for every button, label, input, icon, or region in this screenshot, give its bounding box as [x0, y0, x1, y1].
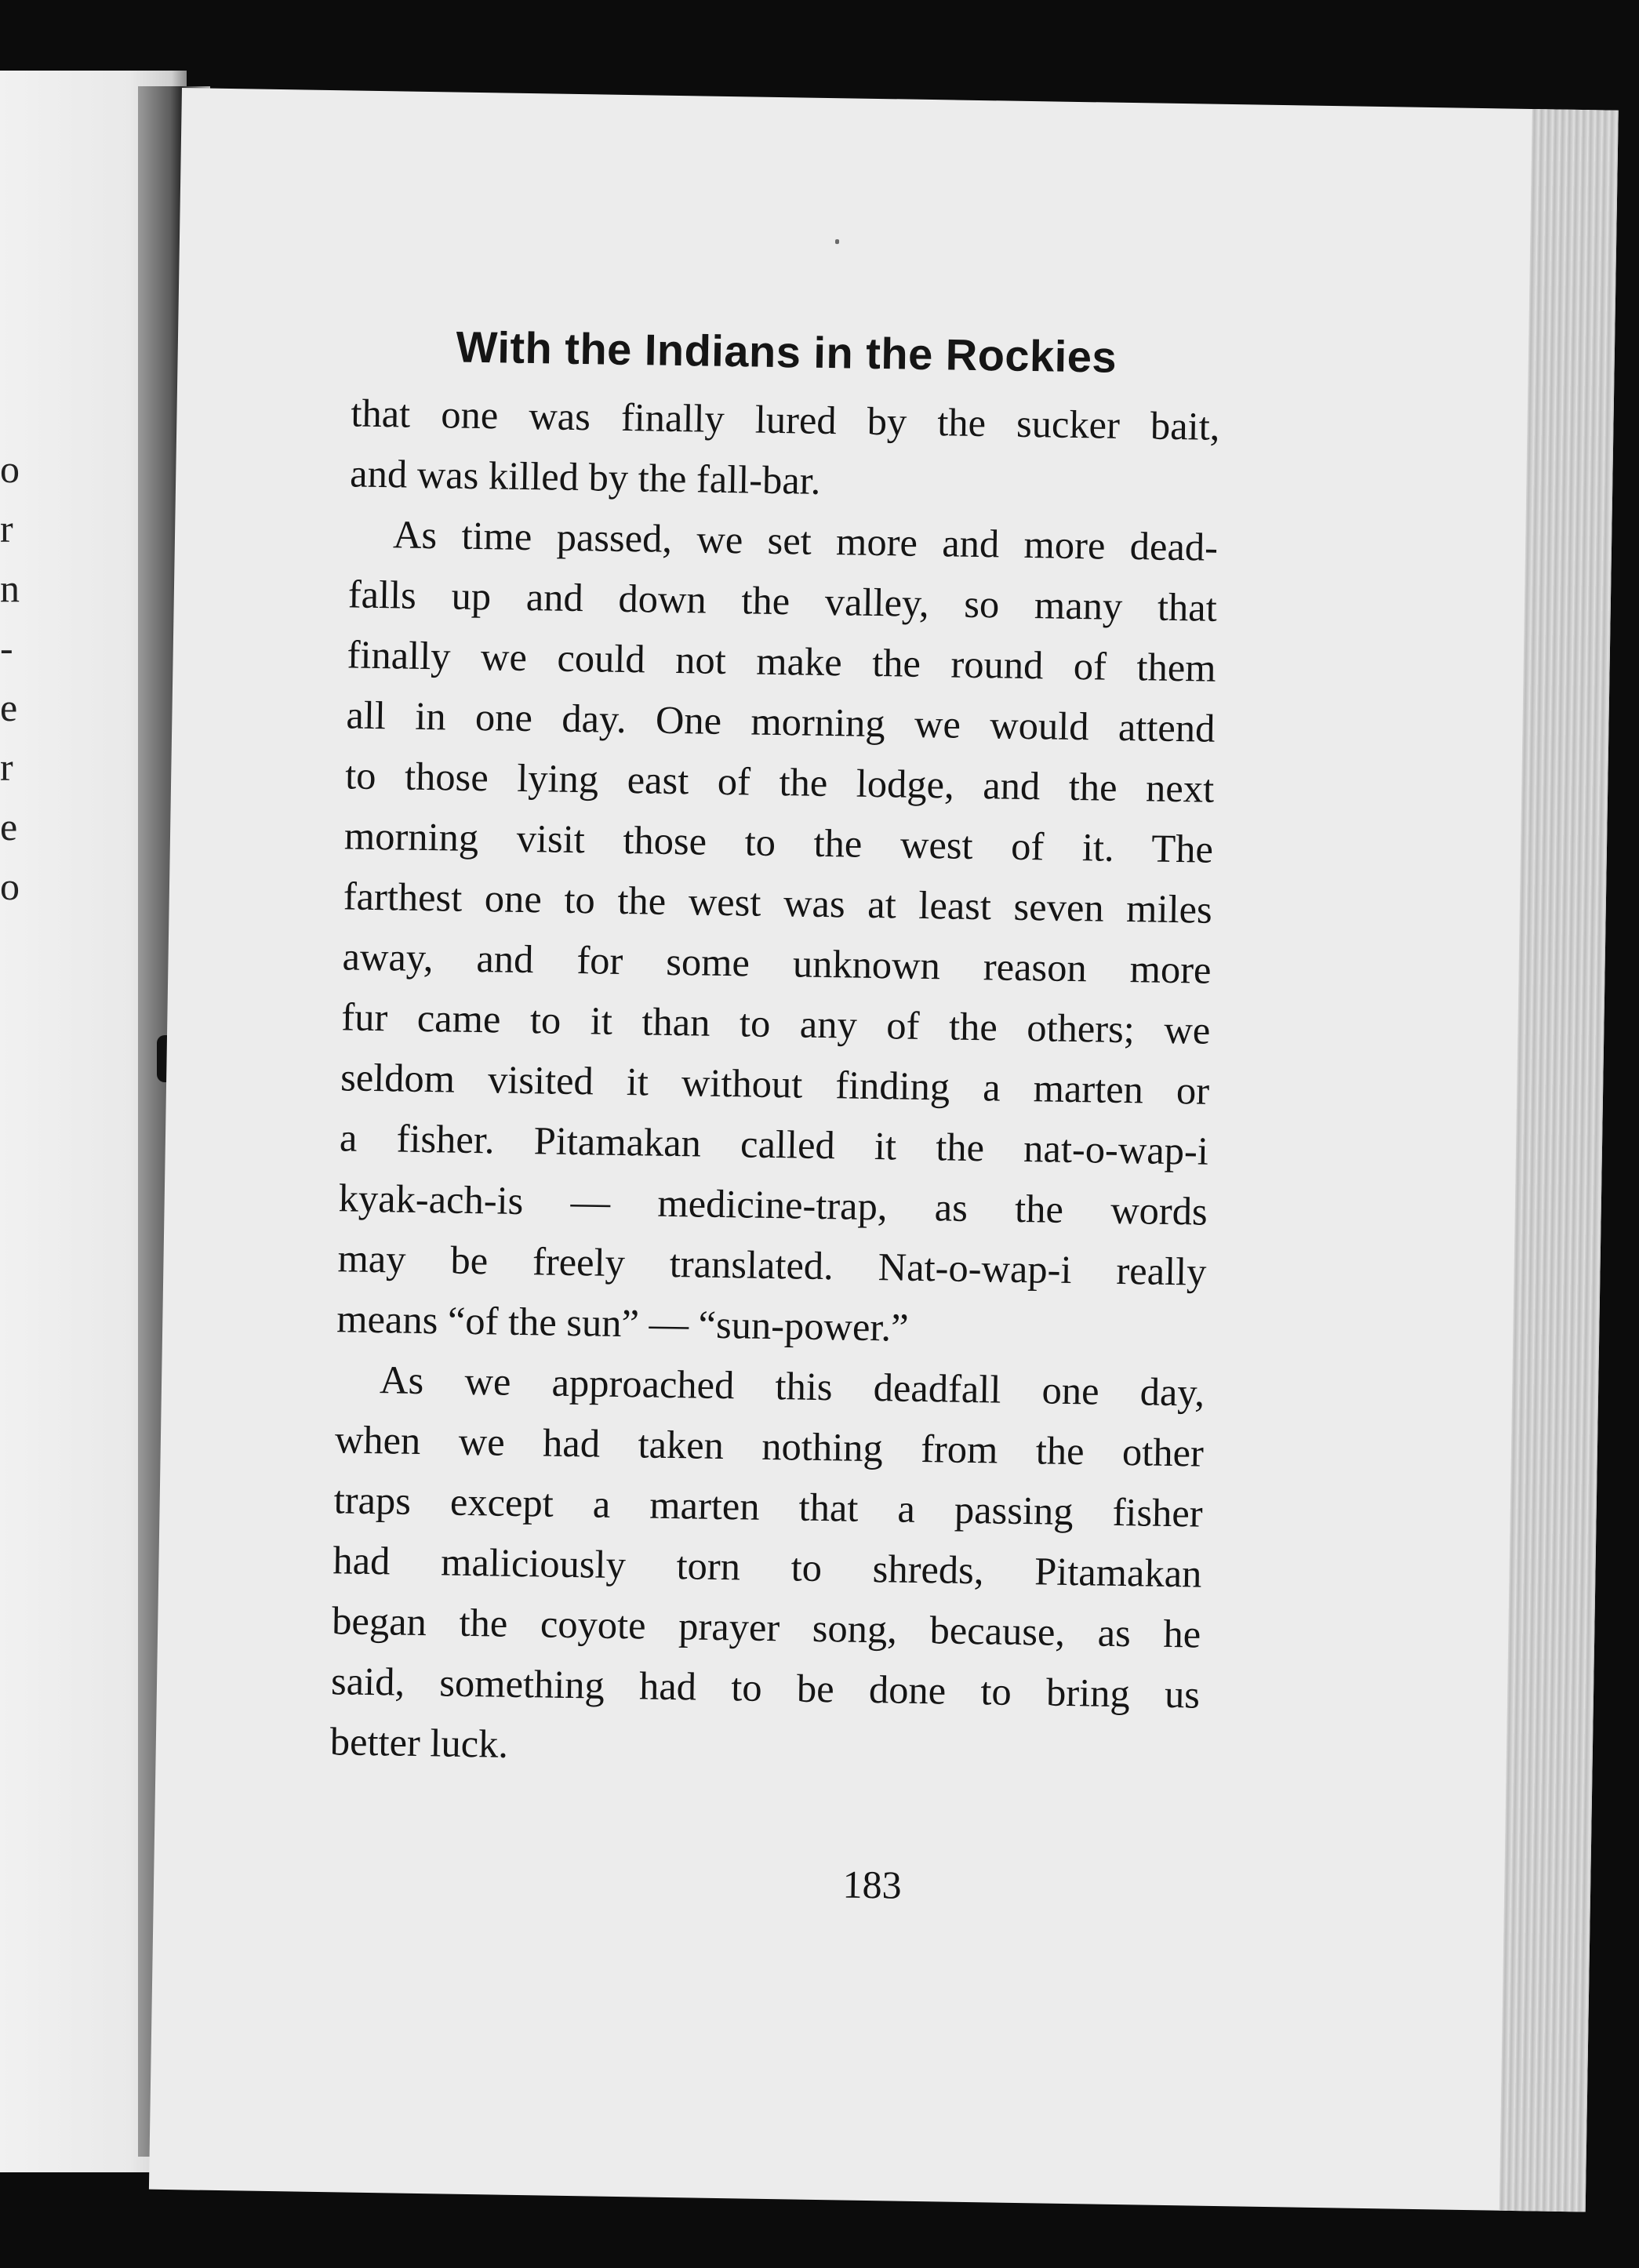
text-line: morning visit those to the west of it. The: [343, 813, 1214, 871]
text-line: and was killed by the fall-bar.: [349, 451, 821, 503]
running-head: With the Indians in the Rockies: [456, 322, 1118, 382]
text-line: said, something had to be done to bring us: [330, 1659, 1201, 1717]
text-line: fur came to it than to any of the others; we: [340, 994, 1211, 1052]
right-page: [149, 88, 1619, 2212]
page-number: 183: [842, 1862, 903, 1907]
text-line: seldom visited it without finding a marten or: [340, 1055, 1210, 1113]
page-text-block: [329, 314, 1221, 1785]
text-line: that one was finally lured by the sucker bait,: [351, 391, 1220, 449]
left-page-fragment: o: [0, 447, 20, 491]
text-line: to those lying east of the lodge, and the next: [344, 753, 1215, 811]
text-line: As we approached this deadfall one day,: [379, 1358, 1205, 1415]
text-line: traps except a marten that a passing fisher: [333, 1477, 1204, 1536]
text-line: farthest one to the west was at least seven miles: [343, 874, 1213, 932]
left-page-fragment: r: [0, 745, 13, 789]
text-line: all in one day. One morning we would attend: [346, 692, 1216, 751]
page-edge-stack: [1499, 109, 1619, 2212]
text-line: As time passed, we set more and more dead-: [392, 512, 1219, 569]
text-line: better luck.: [329, 1719, 509, 1766]
left-page-fragment: o: [0, 864, 20, 908]
paper-speck: [835, 239, 839, 244]
text-line: away, and for some unknown reason more: [342, 934, 1212, 992]
left-page-fragment: r: [0, 507, 13, 551]
text-line: had maliciously torn to shreds, Pitamakan: [333, 1538, 1202, 1596]
left-page-fragment: e: [0, 805, 18, 849]
left-page-fragment: -: [0, 626, 13, 670]
text-line: began the coyote prayer song, because, as he: [331, 1598, 1201, 1656]
left-page-fragment: n: [0, 566, 20, 610]
text-line: may be freely translated. Nat-o-wap-i really: [337, 1236, 1207, 1294]
body-text: [329, 383, 1220, 1785]
text-line: means “of the sun” — “sun-power.”: [336, 1296, 909, 1350]
text-line: when we had taken nothing from the other: [334, 1417, 1205, 1475]
left-page-fragment: e: [0, 685, 18, 729]
text-line: finally we could not make the round of them: [347, 632, 1216, 690]
text-line: kyak-ach-is — medicine-trap, as the words: [338, 1176, 1208, 1234]
left-page-text-fragments: [0, 439, 31, 916]
text-line: a fisher. Pitamakan called it the nat-o-wap-i: [339, 1115, 1209, 1173]
text-line: falls up and down the valley, so many that: [347, 572, 1218, 630]
